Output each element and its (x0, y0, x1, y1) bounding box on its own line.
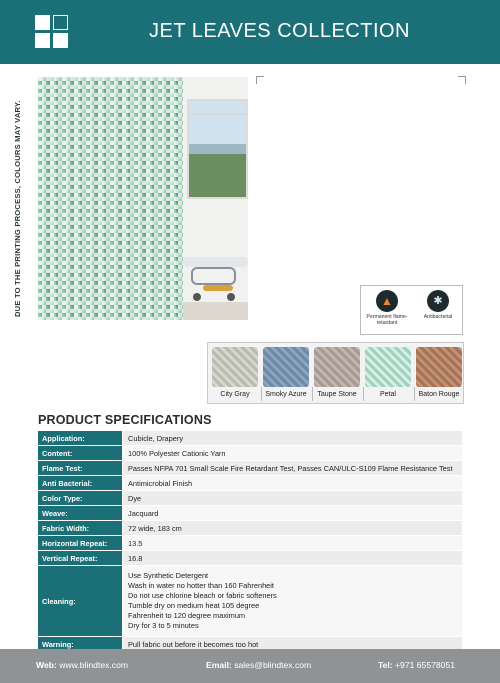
swatch-label: Taupe Stone (317, 391, 357, 398)
table-row (38, 536, 463, 551)
web-label: Web: (36, 660, 57, 670)
swatch-label: Baton Rouge (418, 391, 460, 398)
table-row (38, 566, 463, 637)
specs-table (37, 430, 463, 652)
swatch-city-gray[interactable] (212, 347, 258, 398)
spec-value: Cubicle, Drapery (123, 431, 463, 446)
flame-icon: ▲ (376, 290, 398, 312)
table-row (38, 551, 463, 566)
cleaning-line: Do not use chlorine bleach or fabric softeners (128, 591, 277, 600)
brand-logo-icon (35, 15, 69, 49)
swatch-taupe-stone[interactable] (314, 347, 360, 398)
spec-value: Jacquard (123, 506, 463, 521)
spec-value: 72 wide, 183 cm (123, 521, 463, 536)
antibacterial-badge (414, 290, 462, 320)
table-row (38, 476, 463, 491)
spec-value: 13.5 (123, 536, 463, 551)
cleaning-instructions (123, 566, 463, 637)
flame-retardant-badge (363, 290, 411, 326)
table-row (38, 461, 463, 476)
email-link[interactable]: sales@blindtex.com (234, 660, 312, 670)
window (187, 99, 248, 199)
spec-value: Passes NFPA 701 Small Scale Fire Retardant Test, Passes CAN/ULC-S109 Flame Resistance Test (123, 461, 463, 476)
color-swatches (207, 342, 464, 404)
hospital-room (183, 77, 248, 320)
badge-label: Permanent flame-retardant (366, 314, 408, 326)
footer-email[interactable] (206, 660, 311, 670)
swatch-label: Smoky Azure (265, 391, 307, 398)
badge-label: Antibacterial (423, 314, 453, 320)
spec-label: Content: (38, 446, 123, 461)
spec-value: 16.8 (123, 551, 463, 566)
cleaning-line: Dry for 3 to 5 minutes (128, 621, 199, 630)
colour-disclaimer: DUE TO THE PRINTING PROCESS, COLOURS MAY VARY. (13, 100, 22, 317)
email-label: Email: (206, 660, 232, 670)
table-row (38, 491, 463, 506)
spec-label: Warning: (38, 637, 123, 652)
tel-link[interactable]: +971 65578051 (395, 660, 456, 670)
cleaning-line: Tumble dry on medium heat 105 degree (128, 601, 260, 610)
spec-value: 100% Polyester Cationic Yarn (123, 446, 463, 461)
swatch-label: Petal (380, 391, 396, 398)
spec-value: Dye (123, 491, 463, 506)
crop-mark (458, 76, 466, 84)
spec-label: Anti Bacterial: (38, 476, 123, 491)
feature-badges (360, 285, 463, 335)
swatch-petal[interactable] (365, 347, 411, 398)
fabric-folds (38, 77, 183, 320)
footer (0, 649, 500, 683)
spec-value: Antimicrobial Finish (123, 476, 463, 491)
spec-label: Horizontal Repeat: (38, 536, 123, 551)
swatch-smoky-azure[interactable] (263, 347, 309, 398)
table-row (38, 446, 463, 461)
crop-mark (256, 76, 264, 84)
spec-label: Application: (38, 431, 123, 446)
swatch-image (314, 347, 360, 387)
swatch-image (365, 347, 411, 387)
spec-label: Cleaning: (38, 566, 123, 637)
cleaning-line: Use Synthetic Detergent (128, 571, 209, 580)
footer-tel[interactable] (378, 660, 455, 670)
cleaning-line: Fahrenheit to 120 degree maximum (128, 611, 246, 620)
spec-value: Pull fabric out before it becomes too hot (123, 637, 463, 652)
cleaning-line: Wash in water no hotter than 160 Fahrenheit (128, 581, 274, 590)
swatch-image (263, 347, 309, 387)
table-row (38, 506, 463, 521)
spec-label: Vertical Repeat: (38, 551, 123, 566)
footer-web[interactable] (36, 660, 128, 670)
antibacterial-icon: ✱ (427, 290, 449, 312)
hospital-bed (183, 227, 248, 297)
hero-image (38, 77, 248, 320)
specs-heading: PRODUCT SPECIFICATIONS (38, 413, 212, 427)
spec-label: Color Type: (38, 491, 123, 506)
page-title: JET LEAVES COLLECTION (149, 20, 410, 42)
table-row (38, 431, 463, 446)
spec-label: Weave: (38, 506, 123, 521)
floor (183, 302, 248, 320)
swatch-image (416, 347, 462, 387)
spec-label: Flame Test: (38, 461, 123, 476)
swatch-label: City Gray (220, 391, 250, 398)
header-banner (0, 0, 500, 64)
web-link[interactable]: www.blindtex.com (59, 660, 129, 670)
spec-label: Fabric Width: (38, 521, 123, 536)
swatch-image (212, 347, 258, 387)
swatch-baton-rouge[interactable] (416, 347, 462, 398)
table-row (38, 521, 463, 536)
tel-label: Tel: (378, 660, 393, 670)
